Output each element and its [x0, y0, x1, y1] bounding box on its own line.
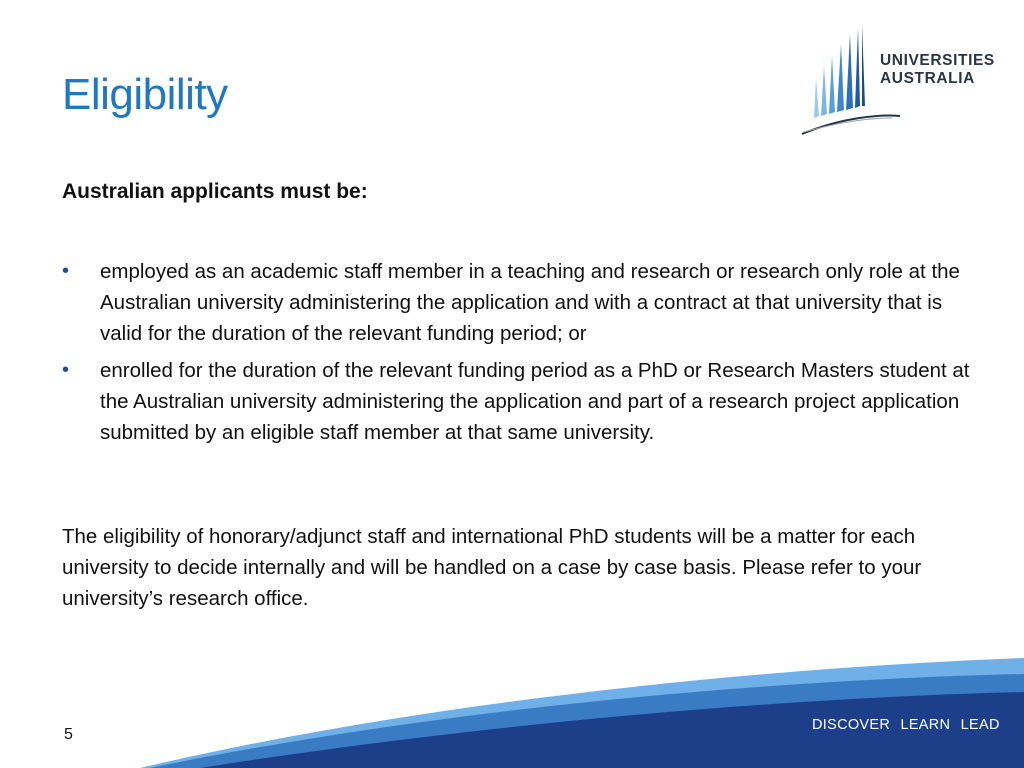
subtitle: Australian applicants must be:: [62, 180, 368, 203]
slide-title: Eligibility: [62, 70, 228, 119]
bullet-icon: •: [62, 260, 70, 282]
bullet-item: [62, 355, 982, 448]
bullet-text: employed as an academic staff member in a teaching and research or research only role at the Australian university administering the application and with a contract at that university that is valid for the duration of the relevant funding period; or: [100, 260, 960, 345]
eligibility-bullet-list: [62, 256, 982, 454]
footer-tagline: DISCOVER LEARN LEAD: [812, 717, 1000, 733]
bullet-icon: •: [62, 359, 70, 381]
bullet-text: enrolled for the duration of the relevant funding period as a PhD or Research Masters student at the Australian university administering the application and part of a research project application submitted by an eligible staff member at that same university.: [100, 359, 970, 444]
logo-line-1: UNIVERSITIES: [880, 52, 995, 69]
page-number: 5: [64, 726, 73, 743]
bullet-item: [62, 256, 982, 349]
eligibility-note: The eligibility of honorary/adjunct staff and international PhD students will be a matter for each university to decide internally and will be handled on a case by case basis. Please refer to your university’s research office.: [62, 525, 922, 610]
logo-line-2: AUSTRALIA: [880, 70, 975, 87]
footer-swoosh: [0, 640, 1024, 768]
logo-wordmark: [880, 52, 995, 88]
